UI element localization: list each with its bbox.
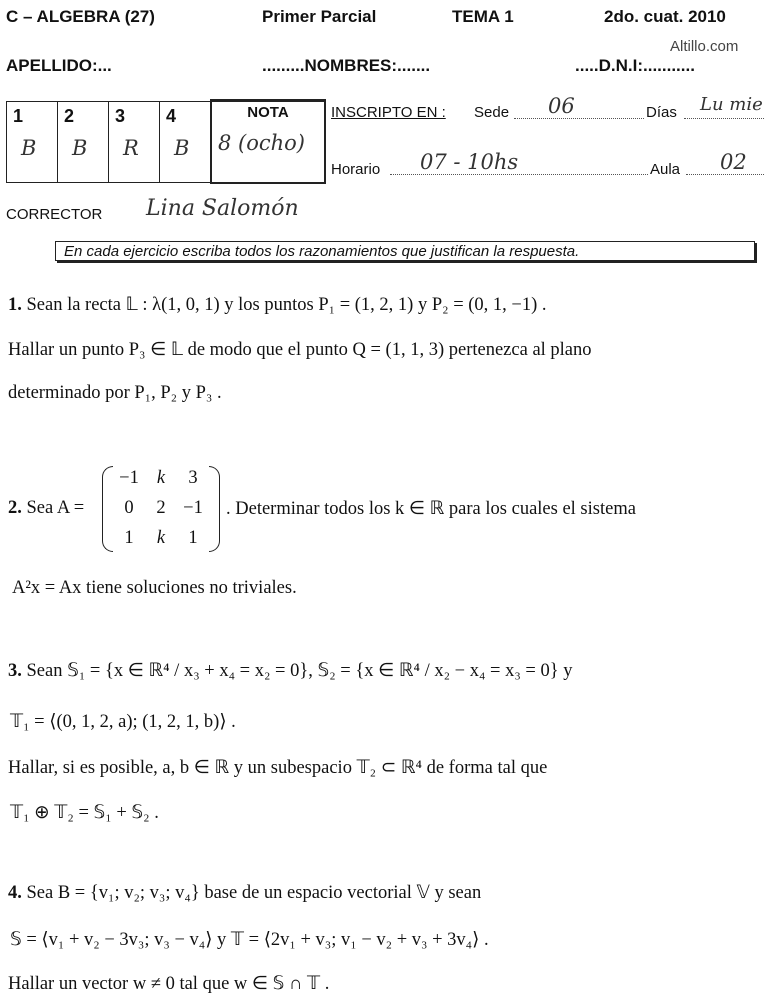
matrix-cell: 2 (156, 498, 166, 518)
apellido-field[interactable]: APELLIDO:... (6, 56, 112, 75)
grade-value: B (21, 136, 37, 160)
sede-value: 06 (548, 94, 575, 118)
grade-number: 1 (13, 106, 24, 126)
dias-label: Días (646, 104, 677, 121)
horario-label: Horario (331, 161, 381, 178)
grade-cell-2 (58, 102, 109, 182)
exercise-number: 1. (8, 295, 22, 315)
corrector-signature: Lina Salomón (146, 196, 299, 221)
dni-field[interactable]: .....D.N.I:........... (575, 56, 695, 75)
exercise-1-line-1 (8, 294, 547, 316)
exercise-number: 4. (8, 883, 22, 903)
corrector-label: CORRECTOR (6, 206, 103, 223)
watermark: Altillo.com (670, 38, 739, 55)
grade-value: B (174, 136, 190, 160)
matrix-bracket-right (209, 466, 220, 552)
aula-line (686, 174, 764, 175)
sede-label: Sede (474, 104, 510, 121)
inscripto-label: INSCRIPTO EN : (331, 104, 446, 121)
grade-number: 3 (115, 106, 126, 126)
exercise-3-line-4: 𝕋₁ ⊕ 𝕋₂ = 𝕊₁ + 𝕊₂ . (10, 803, 159, 823)
exercise-3-line-1 (8, 660, 573, 682)
term-label: 2do. cuat. 2010 (604, 7, 726, 26)
exercise-4-line-3: Hallar un vector w ≠ 0 tal que w ∈ 𝕊 ∩ 𝕋 . (8, 974, 330, 994)
matrix-cell: k (156, 528, 166, 548)
matrix-bracket-left (102, 466, 113, 552)
exercise-text: Sean la recta 𝕃 : λ(1, 0, 1) y los puntos P₁ = (1, 2, 1) y P₂ = (0, 1, −1) . (26, 295, 547, 315)
exercise-3-line-3: Hallar, si es posible, a, b ∈ ℝ y un subespacio 𝕋₂ ⊂ ℝ⁴ de forma tal que (8, 758, 548, 778)
course-title: C – ALGEBRA (27) (6, 7, 155, 26)
matrix-label: Sea A = (26, 498, 85, 518)
dias-value: Lu mie (700, 94, 763, 115)
grade-value: R (123, 136, 139, 160)
exercise-2-line-2: A²x = Ax tiene soluciones no triviales. (12, 578, 297, 598)
aula-value: 02 (720, 150, 747, 174)
grade-cell-1 (7, 102, 58, 182)
nota-box (210, 99, 326, 184)
exercise-text: Sea B = {v₁; v₂; v₃; v₄} base de un espacio vectorial 𝕍 y sean (26, 883, 482, 903)
exercise-1-line-3: determinado por P₁, P₂ y P₃ . (8, 383, 222, 403)
grade-cell-4 (160, 102, 211, 182)
aula-label: Aula (650, 161, 681, 178)
exercise-2-text: . Determinar todos los k ∈ ℝ para los cuales el sistema (226, 499, 636, 519)
horario-line (390, 174, 648, 175)
grade-number: 4 (166, 106, 177, 126)
matrix-cell: 3 (188, 468, 198, 488)
exercise-number: 3. (8, 661, 22, 681)
exercise-2-intro (8, 498, 84, 519)
matrix-a (102, 466, 220, 552)
matrix-cell: −1 (183, 498, 203, 518)
matrix-cell: k (156, 468, 166, 488)
exercise-4-line-2: 𝕊 = ⟨v₁ + v₂ − 3v₃; v₃ − v₄⟩ y 𝕋 = ⟨2v₁ + v₃; v₁ − v₂ + v₃ + 3v₄⟩ . (10, 930, 489, 950)
exercise-number: 2. (8, 498, 22, 518)
exercise-1-line-2: Hallar un punto P₃ ∈ 𝕃 de modo que el punto Q = (1, 1, 3) pertenezca al plano (8, 340, 592, 360)
grade-cell-3 (109, 102, 160, 182)
tema-label: TEMA 1 (452, 7, 514, 26)
exercise-text: Sean 𝕊₁ = {x ∈ ℝ⁴ / x₃ + x₄ = x₂ = 0}, 𝕊₂ = {x ∈ ℝ⁴ / x₂ − x₄ = x₃ = 0} y (26, 661, 573, 681)
matrix-cell: 1 (188, 528, 198, 548)
instruction-box: En cada ejercicio escriba todos los razonamientos que justifican la respuesta. (55, 241, 755, 261)
matrix-cell: 1 (124, 528, 134, 548)
matrix-cell: −1 (119, 468, 139, 488)
grade-value: B (72, 136, 88, 160)
exam-title: Primer Parcial (262, 7, 377, 26)
horario-value: 07 - 10hs (420, 150, 519, 174)
dias-line (684, 118, 764, 119)
exercise-4-line-1 (8, 882, 481, 904)
exercise-3-line-2: 𝕋₁ = ⟨(0, 1, 2, a); (1, 2, 1, b)⟩ . (10, 712, 236, 732)
matrix-cell: 0 (124, 498, 134, 518)
nombres-field[interactable]: .........NOMBRES:....... (262, 56, 431, 75)
sede-line (514, 118, 644, 119)
nota-label: NOTA (247, 104, 289, 121)
grade-number: 2 (64, 106, 75, 126)
nota-value: 8 (ocho) (218, 131, 305, 155)
